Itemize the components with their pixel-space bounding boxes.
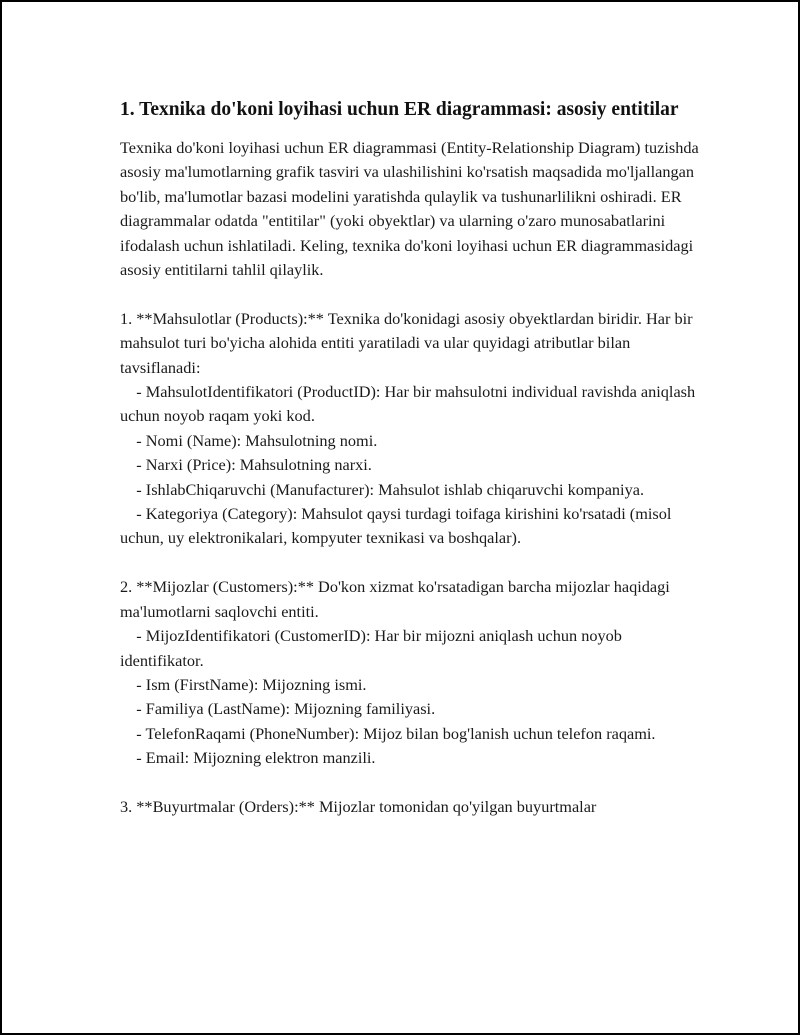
spacer	[120, 282, 700, 306]
document-content	[120, 96, 703, 819]
orders-title: 3. **Buyurtmalar (Orders):** Mijozlar tomonidan qo'yilgan buyurtmalar	[120, 796, 597, 816]
products-attribute: - Nomi (Name): Mahsulotning nomi.	[120, 430, 378, 450]
products-attribute: - MahsulotIdentifikatori (ProductID): Har bir mahsulotni individual ravishda aniqlash uchun noyob raqam yoki kod.	[120, 382, 700, 426]
customers-title: 2. **Mijozlar (Customers):** Do'kon xizmat ko'rsatadigan barcha mijozlar haqidagi ma'lumotlarni saqlovchi entiti.	[120, 577, 674, 621]
products-attribute: - IshlabChiqaruvchi (Manufacturer): Mahsulot ishlab chiqaruvchi kompaniya.	[120, 479, 645, 499]
products-attribute: - Kategoriya (Category): Mahsulot qaysi turdagi toifaga kirishini ko'rsatadi (misol uchun, uy elektronikalari, kompyuter texnikasi va boshqalar).	[120, 504, 676, 548]
spacer	[120, 771, 700, 795]
customers-attribute: - Familiya (LastName): Mijozning familiyasi.	[120, 699, 436, 719]
customers-attribute: - MijozIdentifikatori (CustomerID): Har bir mijozni aniqlash uchun noyob identifikator.	[120, 626, 626, 670]
section-heading: 1. Texnika do'koni loyihasi uchun ER diagrammasi: asosiy entitilar	[120, 99, 679, 120]
customers-attribute: - Ism (FirstName): Mijozning ismi.	[120, 674, 367, 694]
spacer	[120, 551, 700, 575]
intro-paragraph: Texnika do'koni loyihasi uchun ER diagrammasi (Entity-Relationship Diagram) tuzishda asosiy ma'lumotlarning grafik tasviri va ulashilishini ko'rsatish maqsadida mo'ljallangan bo'lib, ma'lumotlar bazasi modelini yaratishda qulaylik va tushunarlilikni oshiradi. ER diagrammalar odatda "entitilar" (yoki obyektlar) va ularning o'zaro munosabatlarini ifodalash uchun ishlatiladi. Keling, texnika do'koni loyihasi uchun ER diagrammasidagi asosiy entitilarni tahlil qilaylik.	[120, 138, 703, 280]
products-title: 1. **Mahsulotlar (Products):** Texnika do'konidagi asosiy obyektlardan biridir. Har bir mahsulot turi bo'yicha alohida entiti yaratiladi va ular quyidagi atributlar bilan tavsiflanadi:	[120, 308, 697, 377]
customers-attribute: - Email: Mijozning elektron manzili.	[120, 748, 376, 768]
products-attribute: - Narxi (Price): Mahsulotning narxi.	[120, 455, 372, 475]
customers-attribute: - TelefonRaqami (PhoneNumber): Mijoz bilan bog'lanish uchun telefon raqami.	[120, 723, 656, 743]
